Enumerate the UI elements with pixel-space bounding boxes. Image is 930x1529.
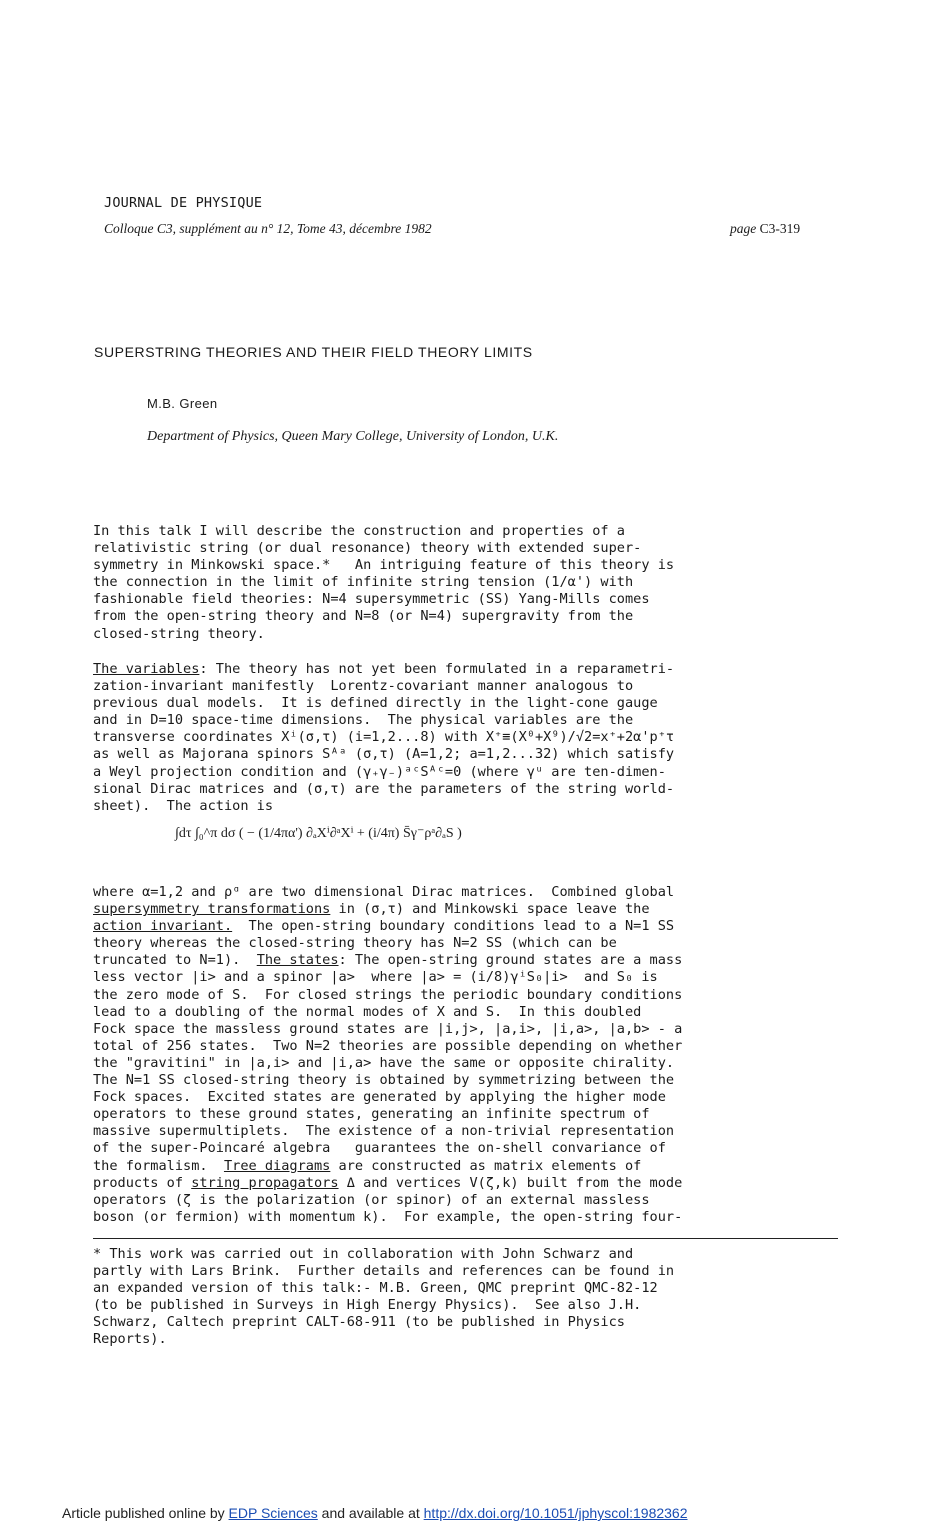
text-line: In this talk I will describe the construction and properties of a — [93, 523, 625, 539]
text-line: partly with Lars Brink. Further details and references can be found in — [93, 1263, 675, 1280]
text-line: from the open-string theory and N=8 (or N=4) supergravity from the — [93, 608, 634, 625]
body-paragraph — [93, 884, 853, 1226]
text-line: and in D=10 space-time dimensions. The physical variables are the — [93, 712, 634, 729]
text-line: operators to these ground states, generating an infinite spectrum of — [93, 1106, 650, 1123]
tree-diagrams-heading: Tree diagrams — [223, 1157, 331, 1174]
text-line: lead to a doubling of the normal modes of X and S. In this doubled — [93, 1003, 642, 1020]
text-line: less vector |i> and a spinor |a> where |a> = (i/8)γⁱS₀|i> and S₀ is — [93, 969, 658, 986]
text-line: of the super-Poincaré algebra guarantees the on-shell convariance of — [93, 1140, 666, 1157]
text-line: the "gravitini" in |a,i> and |i,a> have the same or opposite chirality. — [93, 1054, 675, 1071]
text-line: massive supermultiplets. The existence of a non-trivial representation — [93, 1123, 675, 1140]
text-line: a Weyl projection condition and (γ₊γ₋)ᵃᶜSᴬᶜ=0 (where γᵘ are ten-dimen- — [93, 763, 666, 780]
text-line: fashionable field theories: N=4 supersymmetric (SS) Yang-Mills comes — [93, 591, 650, 608]
text-line: relativistic string (or dual resonance) theory with extended super- — [93, 540, 642, 557]
text-line: the connection in the limit of infinite string tension (1/α') with — [93, 574, 634, 591]
text-line: zation-invariant manifestly Lorentz-covariant manner analogous to — [93, 678, 634, 695]
text-line: The variables: The theory has not yet been formulated in a reparametri- — [93, 661, 675, 677]
abstract-paragraph — [93, 523, 853, 643]
text-line: symmetry in Minkowski space.* An intriguing feature of this theory is — [93, 557, 675, 574]
text-line: * This work was carried out in collaboration with John Schwarz and — [93, 1246, 634, 1262]
text-line: the zero mode of S. For closed strings the periodic boundary conditions — [93, 986, 683, 1003]
text-line: theory whereas the closed-string theory has N=2 SS (which can be — [93, 935, 617, 952]
text-line: truncated to N=1). The states: The open-string ground states are a mass — [93, 952, 683, 969]
footnote-rule — [93, 1238, 838, 1239]
text-line: boson (or fermion) with momentum k). For example, the open-string four- — [93, 1208, 683, 1225]
text-line: (to be published in Surveys in High Energy Physics). See also J.H. — [93, 1297, 642, 1314]
text-line: where α=1,2 and ρᵅ are two dimensional Dirac matrices. Combined global — [93, 884, 675, 900]
text-line: as well as Majorana spinors Sᴬᵃ (σ,τ) (A=1,2; a=1,2...32) which satisfy — [93, 746, 675, 763]
page-label: page — [730, 221, 757, 236]
text-line: operators (ζ is the polarization (or spinor) of an external massless — [93, 1191, 650, 1208]
page-number-block — [730, 221, 800, 237]
author-affiliation: Department of Physics, Queen Mary College, University of London, U.K. — [147, 429, 559, 444]
variables-heading: The variables — [93, 661, 200, 677]
author-name: M.B. Green — [147, 396, 218, 411]
footnote — [93, 1246, 853, 1349]
text-line: total of 256 states. Two N=2 theories are possible depending on whether — [93, 1037, 683, 1054]
text-line: Fock spaces. Excited states are generated by applying the higher mode — [93, 1089, 666, 1106]
text-line: an expanded version of this talk:- M.B. Green, QMC preprint QMC-82-12 — [93, 1280, 658, 1297]
paper-title: SUPERSTRING THEORIES AND THEIR FIELD THEORY LIMITS — [94, 344, 533, 360]
states-heading: The states — [256, 952, 339, 969]
text-line: action invariant. The open-string boundary conditions lead to a N=1 SS — [93, 918, 675, 935]
text-line: previous dual models. It is defined directly in the light-cone gauge — [93, 695, 658, 712]
text-line: products of string propagators Δ and vertices V(ζ,k) built from the mode — [93, 1174, 683, 1191]
text-line: Reports). — [93, 1331, 167, 1348]
publisher-link[interactable]: EDP Sciences — [228, 1505, 318, 1521]
text-line: Schwarz, Caltech preprint CALT-68-911 (to be published in Physics — [93, 1314, 625, 1331]
text-line: sional Dirac matrices and (σ,τ) are the parameters of the string world- — [93, 780, 675, 797]
publication-footer: Article published online by EDP Sciences and available at http://dx.doi.org/10.1051/jphyscol:1982362 — [62, 1505, 688, 1521]
text-line: the formalism. Tree diagrams are constructed as matrix elements of — [93, 1157, 642, 1174]
text-line: Fock space the massless ground states are |i,j>, |a,i>, |i,a>, |a,b> - a — [93, 1020, 683, 1037]
page-number: C3-319 — [759, 221, 801, 236]
journal-name: JOURNAL DE PHYSIQUE — [104, 195, 263, 211]
text-line: The N=1 SS closed-string theory is obtained by symmetrizing between the — [93, 1072, 675, 1089]
action-equation: ∫dτ ∫₀^π dσ ( − (1/4πα') ∂ₐXⁱ∂ᵃXⁱ + (i/4π) S̄γ⁻ρᵃ∂ₐS ) — [175, 826, 462, 841]
text-line: supersymmetry transformations in (σ,τ) and Minkowski space leave the — [93, 901, 650, 918]
journal-issue-info: Colloque C3, supplément au n° 12, Tome 43, décembre 1982 — [104, 221, 432, 236]
text-line: closed-string theory. — [93, 625, 265, 642]
variables-paragraph — [93, 661, 853, 815]
text-line: sheet). The action is — [93, 797, 274, 814]
doi-link[interactable]: http://dx.doi.org/10.1051/jphyscol:1982362 — [423, 1505, 688, 1521]
text-line: transverse coordinates Xⁱ(σ,τ) (i=1,2...8) with X⁺≡(X⁰+X⁹)/√2=x⁺+2α'p⁺τ — [93, 729, 675, 746]
